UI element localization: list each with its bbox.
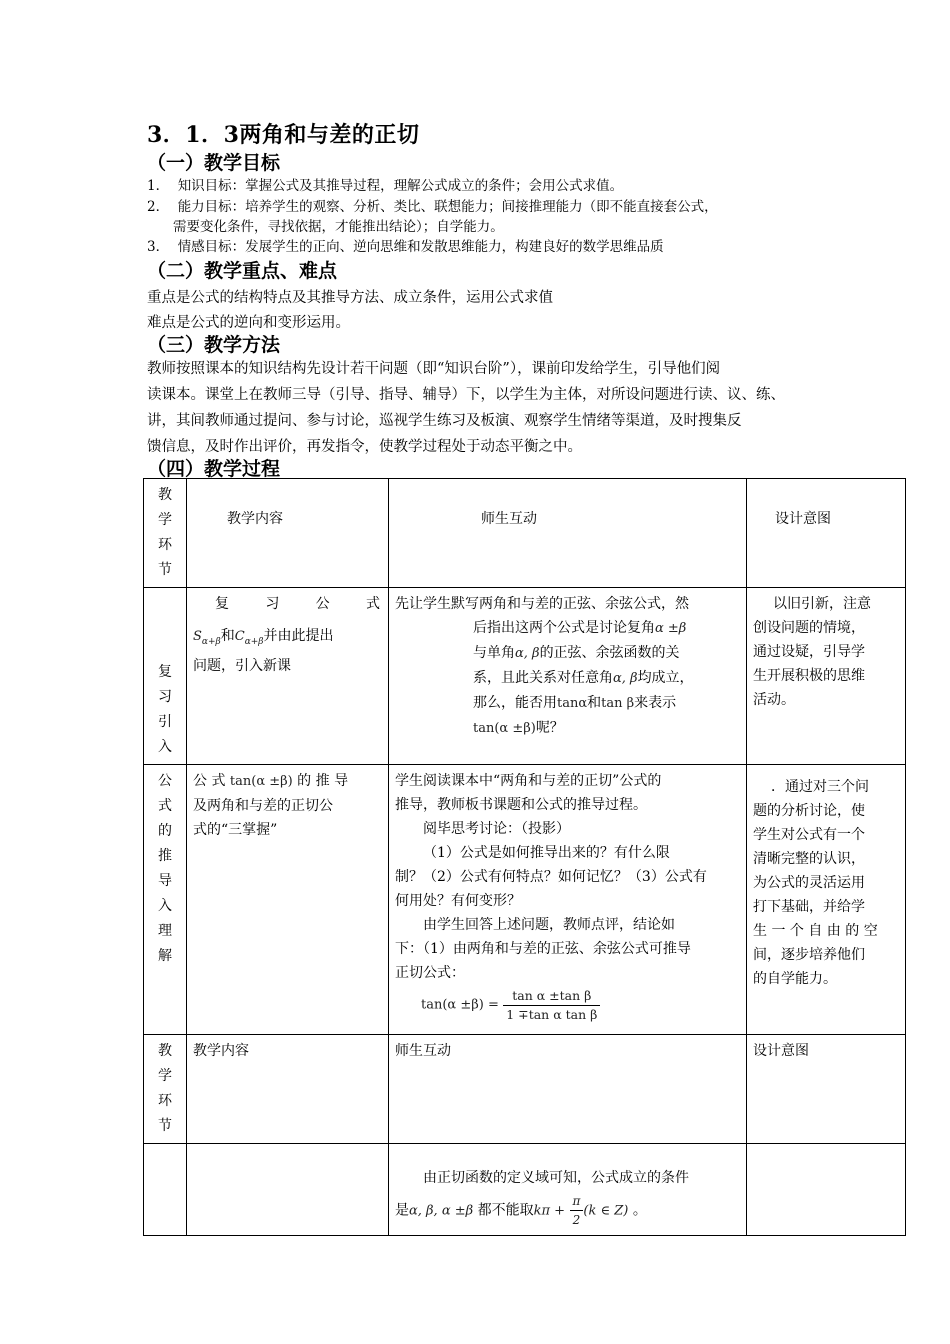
section-heading-keypoints: （二）教学重点、难点 [147, 260, 338, 282]
table-row [144, 1144, 906, 1236]
table-row [144, 765, 906, 1035]
header-stage: 教 学 环 节 [144, 479, 187, 588]
goal-item-1: 1． 知识目标：掌握公式及其推导过程，理解公式成立的条件；会用公式求值。 [147, 178, 624, 194]
keypoint-line: 重点是公式的结构特点及其推导方法、成立条件，运用公式求值 [147, 290, 553, 306]
goal-item-2-cont: 需要变化条件，寻找依据，才能推出结论）；自学能力。 [173, 219, 504, 235]
process-table [143, 478, 906, 1236]
difficulty-line: 难点是公式的逆向和变形运用。 [147, 315, 350, 331]
row4-interaction: 由正切函数的定义域可知，公式成立的条件 是α, β, α ±β 都不能取kπ + $\frac{\pi}{2}$ (k ∈ Z) 。 [389, 1144, 747, 1236]
header-intent: 设计意图 [747, 479, 906, 588]
table-row [144, 588, 906, 765]
page-title: 3．1．3两角和与差的正切 [147, 122, 420, 148]
row1-content: 复 习 公 式 $S_{\alpha+\beta}$和$C_{\alpha+\beta}$并由此提出 问题，引入新课 [187, 588, 389, 765]
header-content: 教学内容 [187, 479, 389, 588]
table-header-row [144, 479, 906, 588]
row2-interaction: 学生阅读课本中“两角和与差的正切”公式的 推导，教师板书课题和公式的推导过程。 阅毕思考讨论：（投影） （1）公式是如何推导出来的？有什么限 制？（2）公式有何特点？如何记忆？（3）公式有 何用处？有何变形？ 由学生回答上述问题，教师点评，结论如 下：（1）由两角和与差的正弦、余弦公式可推导 正切公式： tan(α ±β) = $\frac{\text{tan α ±tan β}}{\text{1 ∓tan α tan β}}$ [389, 765, 747, 1035]
row4-intent [747, 1144, 906, 1236]
row2-stage: 公 式 的 推 导 入 理 解 [144, 765, 187, 1035]
tan-sum-formula: tan(α ±β) = $\frac{\text{tan α ±tan β}}{\text{1 ∓tan α tan β}}$ [395, 987, 740, 1024]
goal-item-3: 3． 情感目标：发展学生的正向、逆向思维和发散思维能力，构建良好的数学思维品质 [147, 239, 664, 255]
row1-intent: 以旧引新，注意 创设问题的情境， 通过设疑，引导学 生开展积极的思维 活动。 [747, 588, 906, 765]
row3-content: 教学内容 [187, 1035, 389, 1144]
row4-content [187, 1144, 389, 1236]
section-heading-goals: （一）教学目标 [147, 152, 281, 174]
row3-stage: 教 学 环 节 [144, 1035, 187, 1144]
goal-item-2: 2． 能力目标：培养学生的观察、分析、类比、联想能力；间接推理能力（即不能直接套公式， [147, 199, 718, 215]
header-interaction: 师生互动 [389, 479, 747, 588]
row3-intent: 设计意图 [747, 1035, 906, 1144]
row4-stage [144, 1144, 187, 1236]
row3-interaction: 师生互动 [389, 1035, 747, 1144]
row2-intent: ．通过对三个问 题的分析讨论，使 学生对公式有一个 清晰完整的认识， 为公式的灵活运用 打下基础，并给学 生 一 个 自 由 的 空 间，逐步培养他们 的自学能力。 [747, 765, 906, 1035]
section-heading-method: （三）教学方法 [147, 334, 281, 356]
row1-stage: 复 习 引 入 [144, 588, 187, 765]
table-row [144, 1035, 906, 1144]
method-paragraph: 教师按照课本的知识结构先设计若干问题（即“知识台阶”），课前印发给学生，引导他们阅 读课本。课堂上在教师三导（引导、指导、辅导）下，以学生为主体，对所设问题进行读、议、练、 讲，其间教师通过提问、参与讨论，巡视学生练习及板演、观察学生情绪等渠道，及时搜集反 馈信息，及时作出评价，再发指令，使教学过程处于动态平衡之中。 [147, 361, 785, 455]
section-heading-process: （四）教学过程 [147, 458, 281, 480]
row2-content: 公 式 tan(α ±β) 的 推 导 及两角和与差的正切公 式的“三掌握” [187, 765, 389, 1035]
row1-interaction: 先让学生默写两角和与差的正弦、余弦公式，然 后指出这两个公式是讨论复角α ±β 与单角α, β的正弦、余弦函数的关 系，且此关系对任意角α, β均成立， 那么，能否用tanα和tan β来表示 tan(α ±β)呢？ [389, 588, 747, 765]
